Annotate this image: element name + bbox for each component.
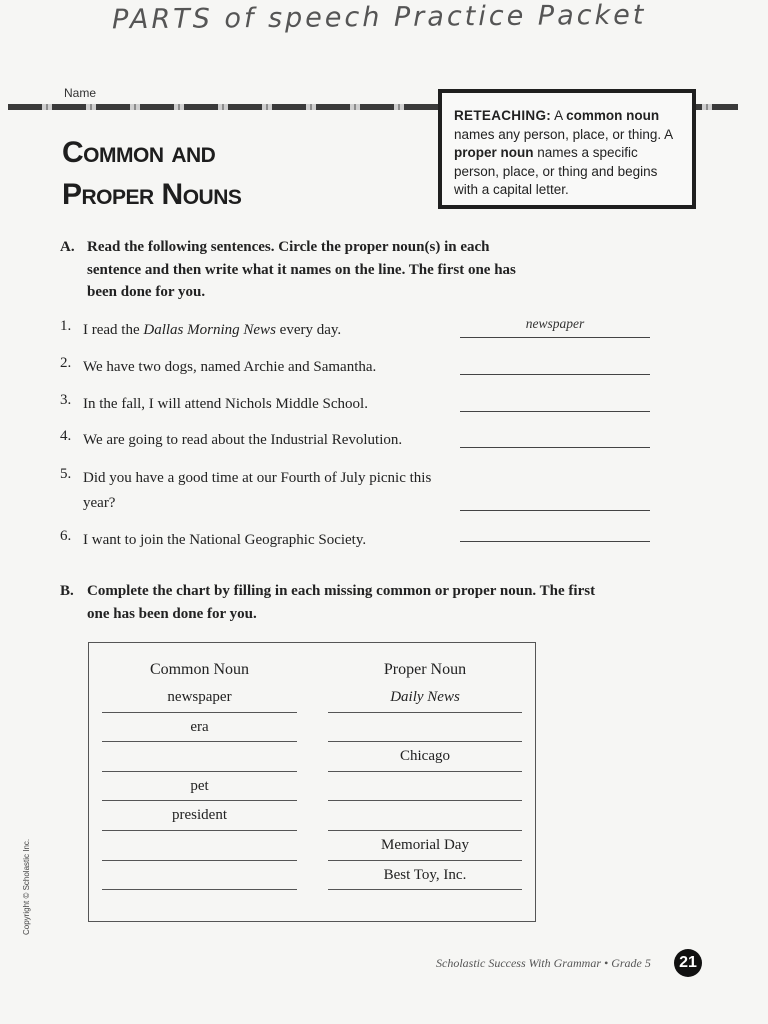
sentence-text: In the fall, I will attend Nichols Middle School. — [83, 396, 368, 412]
common-noun-cell[interactable]: pet — [102, 772, 297, 802]
proper-noun-cell[interactable]: Chicago — [328, 742, 522, 772]
footer-bullet: • — [603, 956, 609, 970]
answer-line-4[interactable] — [460, 446, 650, 448]
page-title-line-1: Common and — [62, 136, 216, 169]
reteaching-text-2: names any person, place, or thing. A — [454, 126, 673, 142]
sentence-number: 6. — [60, 528, 72, 544]
sentence-5 — [60, 466, 450, 516]
section-b-letter: B. — [60, 583, 74, 599]
proper-noun-column — [328, 661, 522, 890]
common-noun-cell[interactable]: era — [102, 713, 297, 743]
footer-credit — [436, 956, 651, 971]
section-a-letter: A. — [60, 239, 75, 255]
sentence-number: 1. — [60, 318, 72, 334]
common-noun-term: common noun — [566, 108, 660, 123]
proper-noun-cell[interactable]: Memorial Day — [328, 831, 522, 861]
sentence-number: 3. — [60, 392, 72, 408]
proper-noun-header: Proper Noun — [383, 661, 467, 678]
sentence-number: 2. — [60, 355, 72, 371]
sentence-text: Did you have a good time at our Fourth of July picnic this year? — [83, 470, 432, 511]
sentence-number: 4. — [60, 428, 72, 444]
noun-chart — [88, 642, 536, 922]
proper-noun-cell[interactable]: Daily News — [328, 683, 522, 713]
common-noun-cell[interactable] — [102, 831, 297, 861]
answer-line-6[interactable] — [460, 540, 650, 542]
proper-noun-cell[interactable]: Best Toy, Inc. — [328, 861, 522, 891]
proper-noun-example: Dallas Morning News — [143, 322, 276, 338]
common-noun-cell[interactable]: newspaper — [102, 683, 297, 713]
book-title: Scholastic Success With Grammar — [436, 956, 601, 970]
common-noun-column — [102, 661, 297, 890]
proper-noun-cell[interactable] — [328, 772, 522, 802]
reteaching-text-3: names a specific person, place, or thing and begins with a capital letter. — [454, 145, 658, 197]
sentence-text: We are going to read about the Industrial Revolution. — [83, 432, 403, 448]
page-title — [62, 132, 241, 216]
reteaching-box — [438, 89, 696, 209]
common-noun-cell[interactable]: president — [102, 801, 297, 831]
proper-noun-cell[interactable] — [328, 801, 522, 831]
answer-1-text: newspaper — [525, 316, 585, 331]
grade-label: Grade 5 — [611, 956, 651, 970]
sentence-6 — [60, 528, 450, 553]
answer-line-1[interactable] — [460, 336, 650, 338]
page-title-line-2: Proper Nouns — [62, 178, 242, 211]
handwritten-header: PARTS of speech Practice Packet — [111, 0, 647, 36]
proper-noun-term: proper noun — [454, 145, 534, 160]
copyright-notice: Copyright © Scholastic Inc. — [22, 838, 31, 935]
section-b-instructions — [60, 580, 620, 625]
sentence-3 — [60, 392, 440, 417]
name-label: Name — [64, 86, 97, 100]
common-noun-cell[interactable] — [102, 861, 297, 891]
section-b-text: Complete the chart by filling in each missing common or proper noun. The first one has been done for you. — [87, 583, 596, 622]
proper-noun-cell[interactable] — [328, 713, 522, 743]
sentence-text: every day. — [275, 322, 342, 338]
answer-line-2[interactable] — [460, 373, 650, 375]
sentence-2 — [60, 355, 440, 380]
page-number-badge: 21 — [674, 949, 702, 977]
sentence-4 — [60, 428, 450, 453]
section-a-text: Read the following sentences. Circle the proper noun(s) in each sentence and then write what it names on the line. The first one has been done for you. — [87, 239, 516, 300]
sentence-text: I want to join the National Geographic Society. — [83, 532, 367, 548]
sentence-number: 5. — [60, 466, 72, 482]
answer-line-3[interactable] — [460, 410, 650, 412]
sentence-1 — [60, 318, 440, 343]
reteaching-text-1: A — [551, 108, 567, 123]
reteaching-label: RETEACHING: — [454, 108, 552, 123]
sentence-text: I read the — [83, 322, 144, 338]
common-noun-header: Common Noun — [149, 661, 250, 678]
answer-line-5[interactable] — [460, 509, 650, 511]
sentence-text: We have two dogs, named Archie and Samantha. — [83, 359, 377, 375]
section-a-instructions — [60, 236, 530, 304]
common-noun-cell[interactable] — [102, 742, 297, 772]
